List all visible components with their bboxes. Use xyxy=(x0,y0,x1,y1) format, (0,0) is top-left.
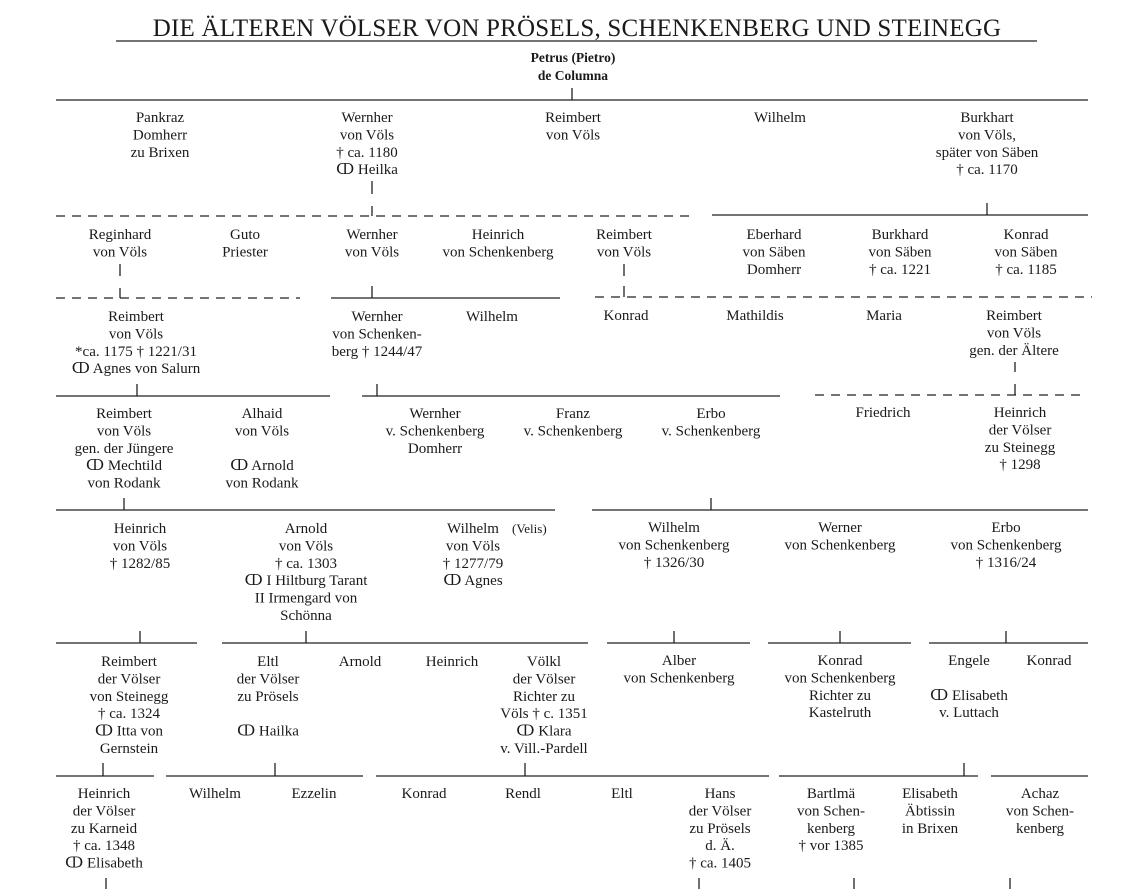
person-line: v. Schenkenberg xyxy=(661,423,761,440)
person-line: von Völs xyxy=(445,538,501,555)
person-line: von Völs xyxy=(596,244,652,261)
person-line: gen. der Ältere xyxy=(969,342,1059,359)
person-reginhard xyxy=(89,227,152,260)
person-line: Alber xyxy=(661,653,697,669)
person-line: † ca. 1180 xyxy=(336,144,398,161)
person-line: von Rodank xyxy=(87,475,161,492)
person-line: von Säben xyxy=(868,244,932,261)
person-reimbert-von-voels xyxy=(72,309,201,377)
person-reimbert-der-aeltere xyxy=(969,308,1059,359)
person-maria xyxy=(866,308,902,324)
person-konrad-von-saeben xyxy=(995,227,1058,278)
person-line: Pankraz xyxy=(135,110,185,126)
connector-lines xyxy=(56,88,1092,889)
diagram-title: DIE ÄLTEREN VÖLSER VON PRÖSELS, SCHENKENBERG UND STEINEGG xyxy=(152,15,1002,42)
person-guto xyxy=(222,227,268,260)
person-line: von Schenkenberg xyxy=(442,244,554,261)
person-line: Konrad xyxy=(1003,227,1049,243)
person-line: v. Schenkenberg xyxy=(385,423,485,440)
person-line: † 1326/30 xyxy=(643,554,705,571)
person-line: Reimbert xyxy=(96,406,152,422)
person-line: Wilhelm xyxy=(754,110,806,126)
person-werner-von-schenkenberg xyxy=(785,520,896,553)
person-line: v. Schenkenberg xyxy=(523,423,623,440)
person-line: Rendl xyxy=(505,786,541,802)
person-reimbert-von-voels xyxy=(596,227,653,260)
person-line: Priester xyxy=(222,244,268,261)
person-line: Mathildis xyxy=(726,308,784,324)
person-line: de Columna xyxy=(537,68,609,83)
person-line: Völs † c. 1351 xyxy=(500,706,588,723)
person-line: von Völs xyxy=(112,538,168,555)
person-line: ↀ Agnes von Salurn xyxy=(71,361,201,378)
person-line: später von Säben xyxy=(935,144,1039,161)
person-line: Hans xyxy=(704,786,736,802)
person-line: Richter zu xyxy=(512,688,576,705)
person-eltl-zu-proesels xyxy=(237,654,300,740)
person-wernher-v-schenkenberg xyxy=(386,406,485,457)
person-line: Heinrich xyxy=(425,654,479,670)
person-line: Wernher xyxy=(351,309,403,325)
person-line: zu Karneid xyxy=(70,820,138,837)
person-rendl xyxy=(505,786,541,802)
person-erbo xyxy=(662,406,761,439)
person-line: von Steinegg xyxy=(89,688,169,705)
person-line: Heinrich xyxy=(77,786,131,802)
person-line: kenberg xyxy=(1015,820,1065,837)
person-line: II Irmengard von xyxy=(254,590,358,607)
person-line: ↀ Hailka xyxy=(237,723,299,740)
person-arnold xyxy=(339,654,382,670)
person-reimbert-der-juengere xyxy=(75,406,174,492)
person-line: Wilhelm xyxy=(648,520,700,536)
person-line: Heinrich xyxy=(993,405,1047,421)
person-reimbert-von-voels xyxy=(545,110,602,143)
person-line: zu Brixen xyxy=(130,144,190,161)
person-line: ↀ I Hiltburg Tarant xyxy=(244,573,368,590)
person-bartlmae-von-schenkenberg xyxy=(797,786,865,854)
person-line: Erbo xyxy=(991,520,1021,536)
person-elisabeth-aebtissin xyxy=(902,786,959,837)
person-konrad xyxy=(604,308,649,324)
person-line: der Völser xyxy=(988,422,1052,439)
person-line: v. Vill.-Pardell xyxy=(500,741,588,757)
person-line: † ca. 1324 xyxy=(97,706,161,723)
person-friedrich xyxy=(856,405,911,421)
person-line: von Völs xyxy=(344,244,400,261)
person-line: † ca. 1170 xyxy=(956,162,1018,179)
person-petrus xyxy=(531,50,616,83)
person-line: Reimbert xyxy=(101,654,157,670)
person-line: † 1277/79 xyxy=(442,555,504,572)
person-wilhelm xyxy=(189,786,241,802)
person-line: † ca. 1185 xyxy=(995,261,1057,278)
person-line: Alhaid xyxy=(241,406,283,422)
person-line: Wilhelm xyxy=(447,521,499,537)
person-eberhard xyxy=(743,227,806,278)
person-hans-zu-proesels xyxy=(689,786,752,872)
person-line: Reimbert xyxy=(596,227,652,243)
person-line: von Schenkenberg xyxy=(623,670,735,687)
person-line: gen. der Jüngere xyxy=(74,440,174,457)
person-line: zu Prösels xyxy=(689,820,751,837)
person-line: † 1298 xyxy=(999,457,1041,474)
person-line: Völkl xyxy=(526,654,562,670)
person-ezzelin xyxy=(292,786,337,802)
person-line: der Völser xyxy=(72,803,136,820)
person-line: Domherr xyxy=(407,440,463,457)
person-line: † ca. 1221 xyxy=(868,261,932,278)
person-line: Burkhard xyxy=(871,227,929,243)
person-line: der Völser xyxy=(97,671,161,688)
person-line: zu Steinegg xyxy=(984,439,1056,456)
person-line: Kastelruth xyxy=(808,705,872,722)
person-line: von Rodank xyxy=(225,475,299,492)
person-eltl xyxy=(611,786,633,802)
person-konrad-von-schenkenberg xyxy=(785,653,896,721)
person-heinrich-zu-steinegg xyxy=(985,405,1056,473)
person-line: d. Ä. xyxy=(705,838,735,855)
person-line: Wilhelm xyxy=(189,786,241,802)
person-wilhelm-von-voels xyxy=(443,521,503,589)
person-line: von Völs, xyxy=(957,127,1017,144)
person-wilhelm xyxy=(754,110,806,126)
person-line: Maria xyxy=(866,308,902,324)
person-line: in Brixen xyxy=(901,820,959,837)
person-burkhard xyxy=(869,227,932,278)
person-line: Eberhard xyxy=(746,227,802,243)
person-line: † vor 1385 xyxy=(798,838,864,855)
person-line: von Säben xyxy=(742,244,806,261)
person-heinrich-zu-karneid xyxy=(65,786,143,872)
person-line: *ca. 1175 † 1221/31 xyxy=(75,343,197,360)
person-line: von Schenken- xyxy=(332,326,422,343)
person-line: der Völser xyxy=(688,803,752,820)
person-line: Arnold xyxy=(284,521,328,537)
person-line: berg † 1244/47 xyxy=(331,343,423,360)
person-line: Reimbert xyxy=(545,110,601,126)
person-line: Konrad xyxy=(817,653,863,669)
person-line: Konrad xyxy=(1026,653,1072,669)
person-alhaid xyxy=(226,406,299,492)
person-line: ↀ Agnes xyxy=(443,573,503,590)
person-line xyxy=(266,706,270,722)
person-line: von Schenkenberg xyxy=(784,670,896,687)
person-heinrich-von-voels xyxy=(110,521,170,572)
person-pankraz xyxy=(131,110,190,161)
person-line: † ca. 1405 xyxy=(688,855,752,872)
person-line: Äbtissin xyxy=(904,803,956,820)
person-line: Werner xyxy=(818,520,862,536)
person-line: Erbo xyxy=(696,406,726,422)
person-voelkl xyxy=(500,654,588,757)
person-line: ↀ Elisabeth xyxy=(930,687,1008,704)
person-line: Wernher xyxy=(346,227,398,243)
person-line: Konrad xyxy=(603,308,649,324)
person-line: Eltl xyxy=(611,786,633,802)
person-line: von Schenkenberg xyxy=(618,537,730,554)
person-line: Elisabeth xyxy=(902,786,958,802)
person-line: Franz xyxy=(555,406,591,422)
person-burkhart xyxy=(936,110,1039,178)
person-line: † ca. 1348 xyxy=(72,838,136,855)
persons xyxy=(65,50,1074,872)
person-line: Friedrich xyxy=(855,405,911,421)
person-line: von Völs xyxy=(278,538,334,555)
person-reimbert-von-steinegg xyxy=(90,654,169,757)
person-wilhelm-von-schenkenberg xyxy=(619,520,730,571)
person-line: Domherr xyxy=(132,127,188,144)
person-line: Gernstein xyxy=(99,741,159,757)
person-arnold-von-voels xyxy=(245,521,369,624)
person-konrad xyxy=(1027,653,1072,669)
person-alber-von-schenkenberg xyxy=(624,653,735,686)
person-line: der Völser xyxy=(512,671,576,688)
person-line: Petrus (Pietro) xyxy=(530,50,616,65)
person-line: kenberg xyxy=(806,820,856,837)
person-franz xyxy=(524,406,623,439)
person-line: ↀ Elisabeth xyxy=(65,855,143,872)
person-line: zu Prösels xyxy=(237,688,299,705)
person-line: Achaz xyxy=(1020,786,1060,802)
person-line: ↀ Heilka xyxy=(336,162,398,179)
person-line: Engele xyxy=(948,653,990,669)
person-line: Konrad xyxy=(401,786,447,802)
person-line: ↀ Arnold xyxy=(230,458,294,475)
person-line: von Völs xyxy=(545,127,601,144)
person-line: Arnold xyxy=(338,654,382,670)
person-line xyxy=(260,441,264,457)
person-konrad xyxy=(402,786,447,802)
person-line: von Völs xyxy=(92,244,148,261)
person-line: Schönna xyxy=(280,608,332,624)
person-line: von Schenkenberg xyxy=(784,537,896,554)
person-line: Domherr xyxy=(746,261,802,278)
person-line: Bartlmä xyxy=(806,786,856,802)
person-achaz-von-schenkenberg xyxy=(1006,786,1074,837)
person-erbo-von-schenkenberg xyxy=(951,520,1062,571)
person-line: von Völs xyxy=(986,325,1042,342)
person-line: Richter zu xyxy=(808,687,872,704)
person-line: von Schenkenberg xyxy=(950,537,1062,554)
person-line: † ca. 1303 xyxy=(274,555,338,572)
person-line: von Völs xyxy=(108,326,164,343)
person-line: Wernher xyxy=(409,406,461,422)
person-heinrich-von-schenkenberg xyxy=(443,227,554,260)
person-line: † 1282/85 xyxy=(109,555,171,572)
person-engele xyxy=(930,653,1008,721)
person-line: von Völs xyxy=(96,423,152,440)
person-line xyxy=(967,670,971,686)
person-line: Guto xyxy=(230,227,260,243)
person-line: von Schen- xyxy=(1006,803,1074,820)
person-line: Heinrich xyxy=(113,521,167,537)
person-line: von Völs xyxy=(234,423,290,440)
person-wernher-von-voels xyxy=(345,227,399,260)
person-line: † 1316/24 xyxy=(975,554,1037,571)
person-wernher-von-schenkenberg xyxy=(332,309,423,360)
person-line: Wernher xyxy=(341,110,393,126)
person-wilhelm xyxy=(466,309,518,325)
person-heinrich xyxy=(426,654,479,670)
person-line: Reginhard xyxy=(88,227,152,243)
person-line: v. Luttach xyxy=(939,705,999,722)
person-line: Eltl xyxy=(257,654,279,670)
person-line: von Säben xyxy=(994,244,1058,261)
person-line: der Völser xyxy=(236,671,300,688)
alias-velis: (Velis) xyxy=(512,521,547,536)
person-line: Burkhart xyxy=(960,110,1014,126)
person-line: von Völs xyxy=(339,127,395,144)
person-wernher-von-voels xyxy=(336,110,398,178)
person-line: ↀ Klara xyxy=(516,723,572,740)
person-line: Heinrich xyxy=(471,227,525,243)
person-line: von Schen- xyxy=(797,803,865,820)
person-mathildis xyxy=(726,308,784,324)
person-line: Wilhelm xyxy=(466,309,518,325)
person-line: Reimbert xyxy=(108,309,164,325)
person-line: Reimbert xyxy=(986,308,1042,324)
person-line: Ezzelin xyxy=(291,786,337,802)
person-line: ↀ Mechtild xyxy=(86,458,162,475)
person-line: ↀ Itta von xyxy=(94,723,164,740)
